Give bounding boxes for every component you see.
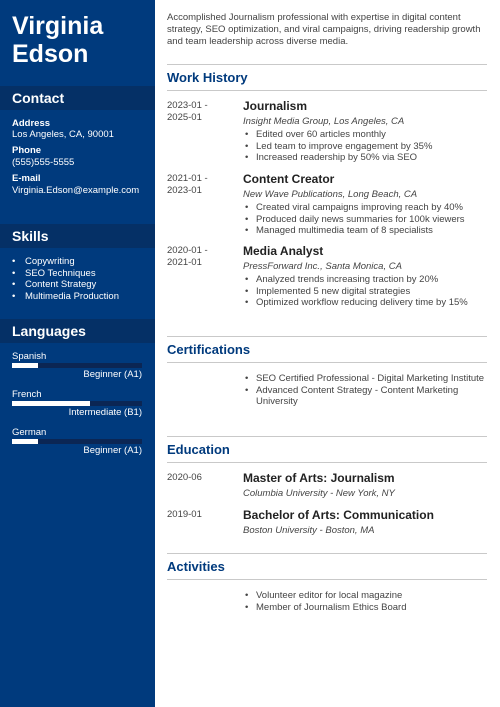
last-name: Edson — [12, 40, 89, 68]
activities-list — [243, 590, 493, 613]
section-divider — [167, 64, 487, 65]
list-item: • Optimized workflow reducing delivery time by 15% — [243, 297, 493, 309]
skill-item: • SEO Techniques — [12, 268, 119, 280]
candidate-name — [12, 12, 152, 68]
job-date-end: 2025-01 — [167, 112, 202, 123]
job-date — [167, 173, 237, 197]
skills-heading: Skills — [0, 224, 155, 248]
education-heading: Education — [167, 442, 230, 457]
section-divider — [167, 553, 487, 554]
languages-heading: Languages — [0, 319, 155, 343]
degree-title: Bachelor of Arts: Communication — [243, 508, 434, 522]
professional-summary: Accomplished Journalism professional with expertise in digital content strategy, SEO optimization, and viral campaigns, driving readership growth and team leadership across diverse media. — [167, 12, 481, 47]
job-title: Media Analyst — [243, 244, 324, 258]
job-date — [167, 100, 237, 124]
education-date: 2020-06 — [167, 472, 202, 483]
job-date-start: 2021-01 - — [167, 173, 208, 184]
section-divider — [167, 336, 487, 337]
education-entry — [243, 508, 493, 537]
job-date-start: 2020-01 - — [167, 245, 208, 256]
list-item: • Volunteer editor for local magazine — [243, 590, 493, 602]
job-bullets — [243, 202, 493, 237]
job-entry — [243, 244, 493, 309]
language-level-german: Beginner (A1) — [83, 445, 142, 456]
school-name: Columbia University - New York, NY — [243, 488, 395, 499]
list-item: • Implemented 5 new digital strategies — [243, 286, 493, 298]
list-item: • SEO Certified Professional - Digital Marketing Institute — [243, 373, 493, 385]
job-date-start: 2023-01 - — [167, 100, 208, 111]
list-item: • Increased readership by 50% via SEO — [243, 152, 493, 164]
first-name: Virginia — [12, 12, 104, 40]
language-name-spanish: Spanish — [12, 351, 47, 362]
language-name-french: French — [12, 389, 42, 400]
degree-title: Master of Arts: Journalism — [243, 471, 395, 485]
section-divider — [167, 362, 487, 363]
language-level-spanish: Beginner (A1) — [83, 369, 142, 380]
language-bar-french — [12, 401, 142, 406]
phone-value: (555)555-5555 — [12, 157, 75, 168]
job-title: Journalism — [243, 99, 308, 113]
job-company: Insight Media Group, Los Angeles, CA — [243, 116, 405, 127]
section-divider — [167, 436, 487, 437]
education-entry — [243, 471, 493, 500]
skill-item: • Copywriting — [12, 256, 119, 268]
list-item: • Created viral campaigns improving reach by 40% — [243, 202, 493, 214]
job-date — [167, 245, 237, 269]
list-item: • Edited over 60 articles monthly — [243, 129, 493, 141]
certifications-entry — [243, 372, 493, 408]
job-entry — [243, 172, 493, 237]
job-company: New Wave Publications, Long Beach, CA — [243, 189, 418, 200]
school-name: Boston University - Boston, MA — [243, 525, 375, 536]
phone-label: Phone — [12, 145, 42, 156]
skill-item: • Content Strategy — [12, 279, 119, 291]
address-value: Los Angeles, CA, 90001 — [12, 129, 114, 140]
job-entry — [243, 99, 493, 164]
certifications-list — [243, 373, 493, 408]
job-company: PressForward Inc., Santa Monica, CA — [243, 261, 402, 272]
language-bar-spanish — [12, 363, 142, 368]
list-item: • Member of Journalism Ethics Board — [243, 602, 493, 614]
address-label: Address — [12, 118, 51, 129]
activities-heading: Activities — [167, 559, 225, 574]
job-title: Content Creator — [243, 172, 335, 186]
job-date-end: 2021-01 — [167, 257, 202, 268]
language-fill-german — [12, 439, 38, 444]
list-item: • Analyzed trends increasing traction by 20% — [243, 274, 493, 286]
language-fill-french — [12, 401, 90, 406]
list-item: • Led team to improve engagement by 35% — [243, 141, 493, 153]
email-label: E-mail — [12, 173, 41, 184]
job-bullets — [243, 129, 493, 164]
sidebar — [0, 0, 155, 707]
language-name-german: German — [12, 427, 47, 438]
list-item: • Advanced Content Strategy - Content Marketing University — [243, 385, 493, 408]
contact-heading: Contact — [0, 86, 155, 110]
work-history-heading: Work History — [167, 70, 248, 85]
certifications-heading: Certifications — [167, 342, 251, 357]
list-item: • Produced daily news summaries for 100k viewers — [243, 214, 493, 226]
section-divider — [167, 90, 487, 91]
job-date-end: 2023-01 — [167, 185, 202, 196]
language-bar-german — [12, 439, 142, 444]
list-item: • Managed multimedia team of 8 specialists — [243, 225, 493, 237]
language-level-french: Intermediate (B1) — [68, 407, 142, 418]
language-fill-spanish — [12, 363, 38, 368]
activities-entry — [243, 589, 493, 613]
email-value[interactable]: Virginia.Edson@example.com — [12, 185, 140, 196]
skills-list — [12, 256, 119, 303]
main-content — [155, 0, 500, 707]
section-divider — [167, 579, 487, 580]
section-divider — [167, 462, 487, 463]
job-bullets — [243, 274, 493, 309]
skill-item: • Multimedia Production — [12, 291, 119, 303]
education-date: 2019-01 — [167, 509, 202, 520]
